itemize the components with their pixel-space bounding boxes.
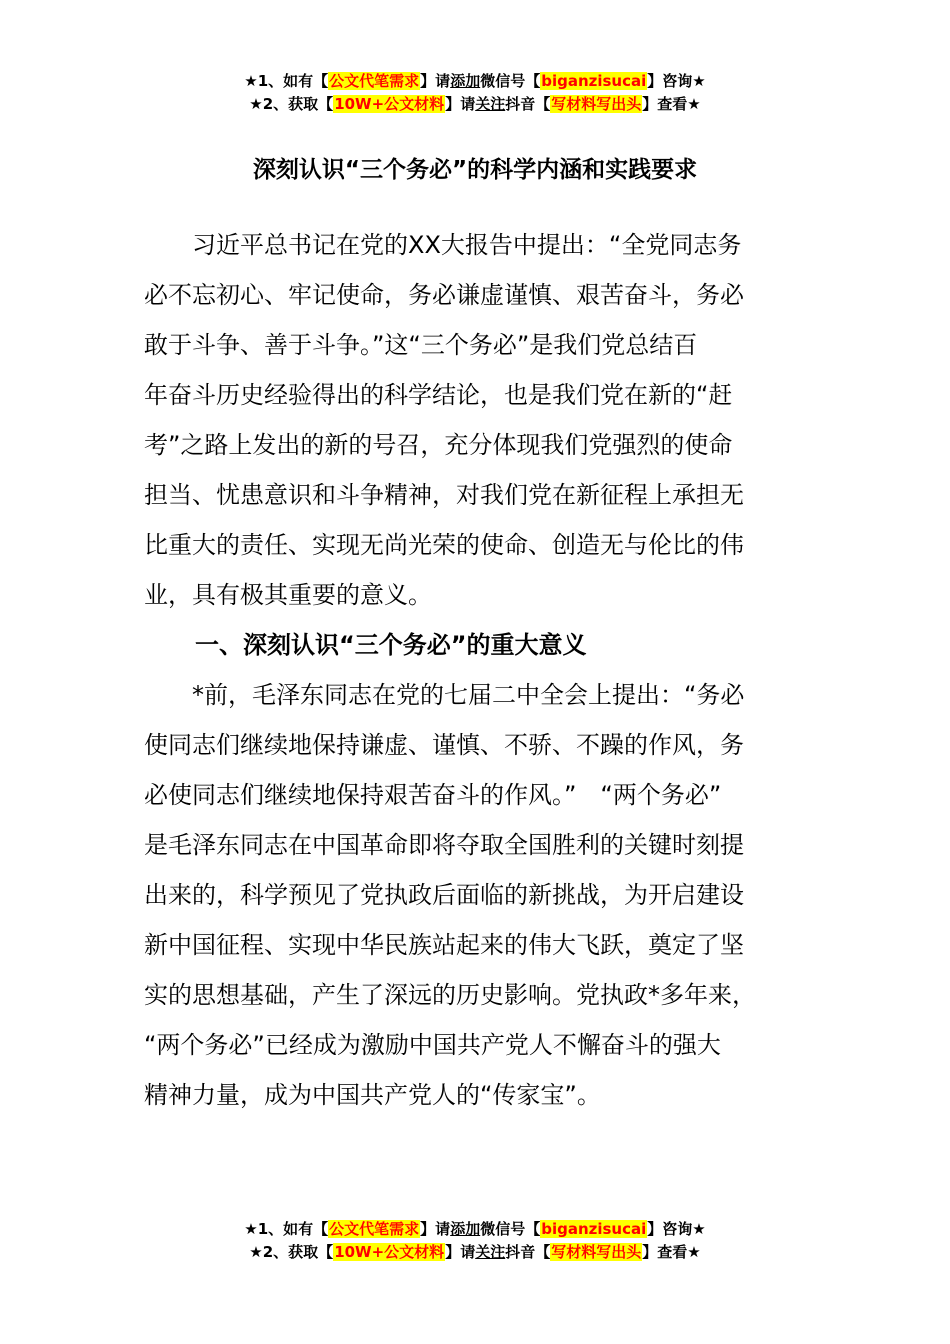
text-line: 敢于斗争、善于斗争。”这“三个务必”是我们党总结百: [144, 331, 698, 359]
banner-highlight-materials: 10W+公文材料: [334, 1243, 445, 1261]
banner-text: ★2、获取【: [249, 95, 334, 113]
banner-text: 】请: [420, 1220, 451, 1238]
banner-text: 】咨询★: [647, 1220, 706, 1238]
paragraph-intro: [144, 220, 814, 620]
footer-banner: [0, 1218, 950, 1264]
banner-text: 】咨询★: [647, 72, 706, 90]
text-line: 考”之路上发出的新的号召，充分体现我们党强烈的使命: [144, 431, 733, 459]
text-line: 比重大的责任、实现无尚光荣的使命、创造无与伦比的伟: [144, 531, 744, 559]
banner-text: 】请: [445, 1243, 476, 1261]
text-line: 新中国征程、实现中华民族站起来的伟大飞跃，奠定了坚: [144, 931, 744, 959]
text-line: 出来的，科学预见了党执政后面临的新挑战，为开启建设: [144, 881, 744, 909]
banner-line-2: [0, 1241, 950, 1264]
banner-highlight-service: 公文代笔需求: [329, 72, 420, 90]
banner-text: ★1、如有【: [244, 72, 329, 90]
banner-line-1: [0, 1218, 950, 1241]
text-line: 习近平总书记在党的XX大报告中提出：“全党同志务: [144, 231, 742, 259]
banner-underline-add: 添加: [450, 72, 481, 90]
text-line: 业，具有极其重要的意义。: [144, 581, 432, 609]
banner-text: 微信号【: [480, 72, 541, 90]
text-line: 必使同志们继续地保持艰苦奋斗的作风。” “两个务必”: [144, 781, 722, 809]
banner-underline-follow: 关注: [475, 1243, 506, 1261]
text-line: 实的思想基础，产生了深远的历史影响。党执政*多年来，: [144, 981, 756, 1009]
banner-text: 微信号【: [480, 1220, 541, 1238]
header-banner: [0, 70, 950, 116]
banner-highlight-materials: 10W+公文材料: [334, 95, 445, 113]
banner-highlight-wechat-id: biganzisucai: [541, 72, 647, 90]
banner-text: 】查看★: [642, 1243, 701, 1261]
text-line: *前，毛泽东同志在党的七届二中全会上提出：“务必: [144, 681, 745, 709]
banner-line-1: [0, 70, 950, 93]
banner-highlight-douyin-id: 写材料写出头: [551, 1243, 642, 1261]
banner-text: 】请: [445, 95, 476, 113]
text-line: 是毛泽东同志在中国革命即将夺取全国胜利的关键时刻提: [144, 831, 744, 859]
banner-text: ★1、如有【: [244, 1220, 329, 1238]
text-line: 年奋斗历史经验得出的科学结论，也是我们党在新的“赶: [144, 381, 733, 409]
banner-text: 抖音【: [505, 1243, 551, 1261]
text-line: 使同志们继续地保持谦虚、谨慎、不骄、不躁的作风，务: [144, 731, 744, 759]
banner-highlight-douyin-id: 写材料写出头: [551, 95, 642, 113]
banner-text: 抖音【: [505, 95, 551, 113]
text-line: 必不忘初心、牢记使命，务必谦虚谨慎、艰苦奋斗，务必: [144, 281, 744, 309]
text-line: “两个务必”已经成为激励中国共产党人不懈奋斗的强大: [144, 1031, 721, 1059]
text-line: 担当、忧患意识和斗争精神，对我们党在新征程上承担无: [144, 481, 744, 509]
banner-highlight-wechat-id: biganzisucai: [541, 1220, 647, 1238]
banner-text: 】请: [420, 72, 451, 90]
banner-underline-add: 添加: [450, 1220, 481, 1238]
banner-text: ★2、获取【: [249, 1243, 334, 1261]
banner-underline-follow: 关注: [475, 95, 506, 113]
banner-line-2: [0, 93, 950, 116]
paragraph-section-1: [144, 670, 814, 1120]
banner-highlight-service: 公文代笔需求: [329, 1220, 420, 1238]
banner-text: 】查看★: [642, 95, 701, 113]
section-heading-1: 一、深刻认识“三个务必”的重大意义: [195, 631, 587, 659]
text-line: 精神力量，成为中国共产党人的“传家宝”。: [144, 1081, 601, 1109]
document-title: 深刻认识“三个务必”的科学内涵和实践要求: [252, 157, 698, 183]
